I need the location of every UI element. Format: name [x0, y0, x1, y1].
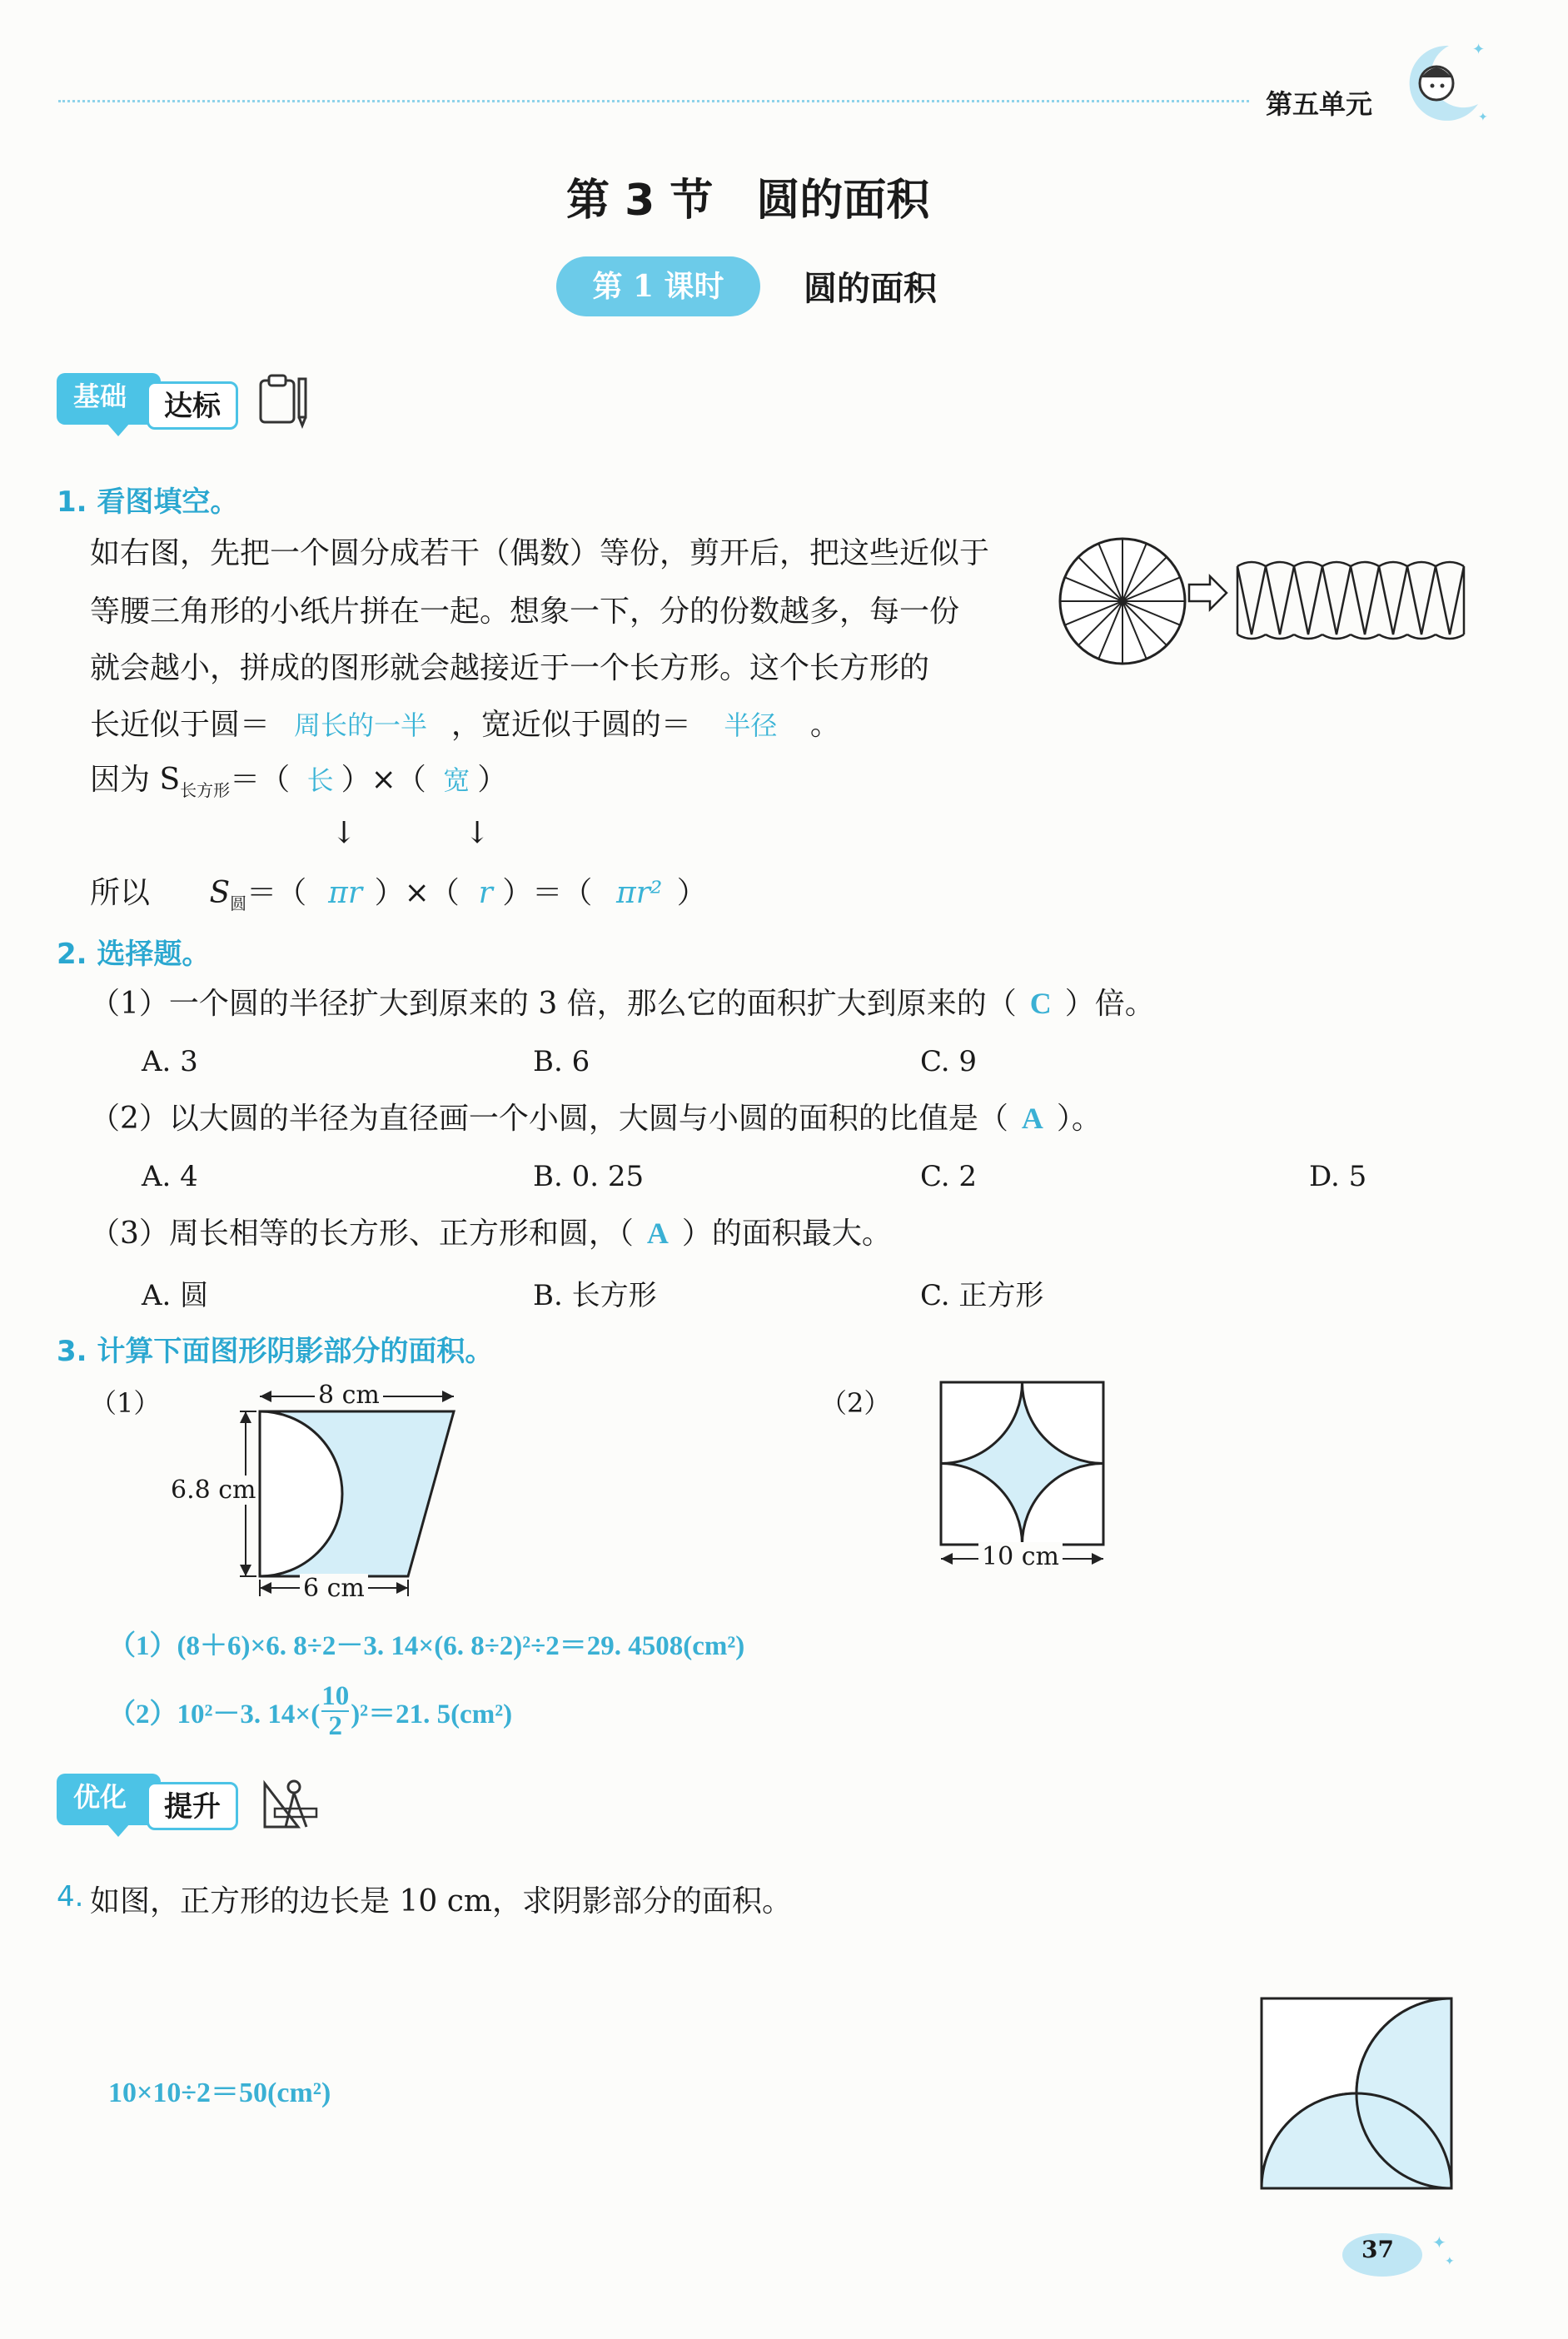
q2-p1-stem-b: ）倍。 — [1064, 987, 1155, 1021]
page-number-decoration — [1332, 2223, 1466, 2282]
fraction-den: 2 — [328, 1711, 342, 1741]
q2-p2-stem-a: （2）以大圆的半径为直径画一个小圆，大圆与小圆的面积的比值是（ — [90, 1102, 1008, 1136]
answer-chang: 长 — [306, 764, 334, 796]
q3-heading: 3. 计算下面图形阴影部分的面积。 — [57, 1335, 494, 1368]
header-dotted-line — [58, 100, 1249, 102]
q2-heading: 2. 选择题。 — [57, 938, 211, 971]
q2-p1-opt-c: C. 9 — [920, 1045, 978, 1078]
s-circle: S — [209, 876, 231, 910]
q3-answer-2 — [108, 1682, 512, 1740]
q3-answer-2-b: )²＝21. 5(cm²) — [351, 1699, 513, 1729]
q3-label-1: （1） — [90, 1387, 161, 1419]
page-number: 37 — [1361, 2236, 1394, 2263]
basic-section-badge — [57, 373, 248, 433]
q2-p1-opt-b: B. 6 — [533, 1045, 590, 1078]
fig1-left-label: 6.8 cm — [171, 1476, 256, 1505]
q2-p2-opt-d: D. 5 — [1309, 1160, 1367, 1193]
badge-right: 达标 — [147, 381, 238, 430]
answer-kuan: 宽 — [443, 764, 470, 796]
circle-center — [1118, 597, 1127, 605]
because-mid: ＝（ — [230, 763, 291, 797]
q2-p1-stem — [90, 983, 1155, 1025]
badge-left: 优化 — [57, 1774, 161, 1825]
divided-circle-figure — [1056, 533, 1472, 674]
q1-line4-c: 。 — [809, 708, 840, 742]
q2-p2-answer: A — [1021, 1102, 1043, 1135]
fraction-num: 10 — [321, 1681, 350, 1711]
q1-so — [90, 873, 707, 924]
fig2-bottom-label: 10 cm — [978, 1542, 1063, 1571]
q2-p2-opt-b: B. 0. 25 — [533, 1160, 645, 1193]
q2-p3-opt-b: B. 长方形 — [533, 1279, 657, 1312]
svg-text:✦: ✦ — [1432, 2232, 1446, 2252]
arrow-down-2: ↓ — [465, 816, 490, 850]
s-circle-sub: 圆 — [230, 893, 247, 914]
badge-right: 提升 — [147, 1782, 238, 1830]
advanced-section-badge — [57, 1774, 248, 1834]
eq-mid: ）＝（ — [502, 876, 593, 910]
mascot-icon — [1399, 29, 1491, 129]
geometry-tools-icon — [256, 1775, 323, 1834]
q2-p3-opt-a: A. 圆 — [142, 1279, 209, 1312]
q1-line3: 就会越小，拼成的图形就会越接近于一个长方形。这个长方形的 — [90, 651, 930, 685]
q2-p3-answer: A — [646, 1217, 669, 1250]
q4-number: 4. — [57, 1880, 84, 1914]
q2-p1-stem-a: （1）一个圆的半径扩大到原来的 3 倍，那么它的面积扩大到原来的（ — [90, 987, 1017, 1021]
answer-r: r — [478, 876, 493, 910]
q1-line4 — [90, 704, 840, 746]
q2-p2-stem — [90, 1097, 1102, 1140]
q1-because — [90, 759, 507, 811]
answer-pir: πr — [328, 876, 363, 910]
times-open-2: ）×（ — [374, 876, 460, 910]
fig1-bottom-label: 6 cm — [300, 1574, 368, 1603]
answer-long: 周长的一半 — [293, 709, 427, 741]
q3-answer-2-a: （2）10²－3. 14×( — [108, 1699, 321, 1729]
q2-p2-opt-a: A. 4 — [142, 1160, 198, 1193]
q2-p3-opt-c: C. 正方形 — [920, 1279, 1044, 1312]
square-semicircles-figure — [1253, 1990, 1453, 2190]
answer-pir2: πr² — [616, 876, 663, 910]
so-close: ） — [676, 876, 707, 910]
svg-text:✦: ✦ — [1445, 2255, 1455, 2268]
because-text: 因为 S — [90, 763, 181, 797]
q1-line2: 等腰三角形的小纸片拼在一起。想象一下，分的份数越多，每一份 — [90, 595, 960, 629]
answer-wide: 半径 — [724, 709, 778, 741]
q2-p2-stem-b: ）。 — [1056, 1102, 1102, 1136]
so-text: 所以 — [90, 876, 151, 910]
q2-p1-opt-a: A. 3 — [142, 1045, 198, 1078]
because-close: ） — [477, 763, 508, 797]
q2-p1-answer: C — [1029, 987, 1052, 1020]
q2-p2-opt-c: C. 2 — [920, 1160, 978, 1193]
q3-answer-1: （1）(8＋6)×6. 8÷2－3. 14×(6. 8÷2)²÷2＝29. 4508(cm²) — [108, 1631, 745, 1661]
section-title: 第 3 节 圆的面积 — [566, 176, 930, 226]
q4-text: 如图，正方形的边长是 10 cm，求阴影部分的面积。 — [90, 1884, 792, 1918]
q1-line4-a: 长近似于圆＝ — [90, 708, 271, 742]
svg-text:✦: ✦ — [1478, 111, 1488, 124]
because-sub: 长方形 — [180, 780, 231, 801]
eq-open: ＝（ — [246, 876, 307, 910]
svg-text:✦: ✦ — [1472, 41, 1486, 58]
fraction — [321, 1682, 349, 1740]
q4-answer: 10×10÷2＝50(cm²) — [108, 2078, 331, 2108]
lesson-title: 圆的面积 — [804, 270, 937, 308]
clipboard-icon — [254, 371, 312, 429]
q2-p3-stem-b: ）的面积最大。 — [681, 1217, 892, 1251]
fig1-top-label: 8 cm — [315, 1381, 383, 1410]
arrow-down-1: ↓ — [331, 816, 357, 850]
q2-p3-stem — [90, 1212, 892, 1255]
rearranged-strip — [1237, 562, 1464, 639]
unit-label: 第五单元 — [1266, 88, 1373, 120]
lesson-badge: 第 1 课时 — [556, 256, 760, 316]
q1-line4-b: ，宽近似于圆的＝ — [450, 708, 691, 742]
q3-label-2: （2） — [820, 1387, 891, 1419]
badge-left: 基础 — [57, 373, 161, 425]
times-open: ）×（ — [341, 763, 426, 797]
q1-heading: 1. 看图填空。 — [57, 485, 239, 519]
q1-line1: 如右图，先把一个圆分成若干（偶数）等份，剪开后，把这些近似于 — [90, 536, 990, 570]
q2-p3-stem-a: （3）周长相等的长方形、正方形和圆，（ — [90, 1217, 634, 1251]
